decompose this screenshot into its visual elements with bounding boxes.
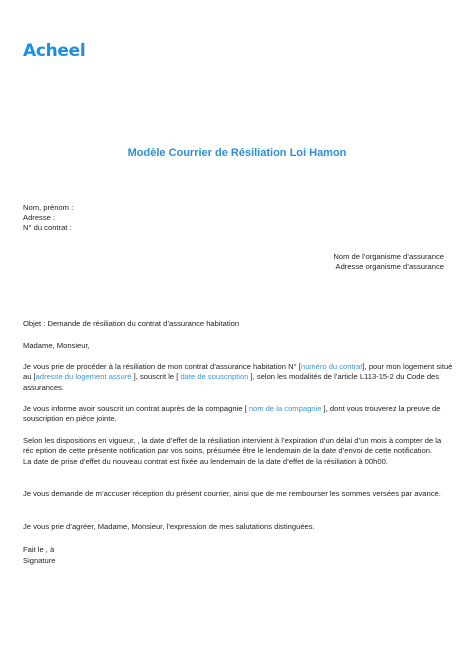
paragraph-text: ], dont vous trouverez la preuve de souscription en pièce jointe. <box>23 404 441 424</box>
sender-address-label: Adresse : <box>23 213 56 222</box>
paragraph-new-contract <box>23 404 453 425</box>
acheel-logo: Acheel <box>23 41 86 61</box>
paragraph-text: ], pour mon logement situé au [ <box>23 362 453 382</box>
paragraph-acknowledgement: Je vous demande de m’accuser réception du présent courrier, ainsi que de me rembourser les sommes versées par avance. <box>23 489 441 498</box>
signature-label: Signature <box>23 556 56 565</box>
sender-name-label: Nom, prénom : <box>23 203 74 212</box>
paragraph-effective-date <box>23 436 453 467</box>
paragraph-resiliation <box>23 362 453 393</box>
document-title: Modèle Courrier de Résiliation Loi Hamon <box>127 147 347 159</box>
paragraph-salutation: Je vous prie d’agréer, Madame, Monsieur, l’expression de mes salutations distinguées. <box>23 522 315 531</box>
paragraph-text: ], selon les modalités de l’article L113-15-2 du Code des assurances. <box>23 372 440 392</box>
recipient-name: Nom de l’organisme d’assurance <box>333 252 444 261</box>
letter-subject: Objet : Demande de résiliation du contrat d’assurance habitation <box>23 319 240 328</box>
recipient-address: Adresse organisme d’assurance <box>335 262 444 271</box>
paragraph-text: Je vous informe avoir souscrit un contrat auprès de la compagnie [ <box>23 404 249 413</box>
placeholder-company-name: nom de la compagnie <box>248 404 324 413</box>
paragraph-text: Je vous prie de procéder à la résiliation de mon contrat d’assurance habitation N° [ <box>23 362 301 371</box>
placeholder-insured-address: adresse du logement assuré <box>35 372 132 382</box>
paragraph-text: ], souscrit le [ <box>131 372 179 382</box>
sender-contract-label: N° du contrat : <box>23 223 72 232</box>
placeholder-contract-number: numéro du contrat <box>300 362 363 371</box>
paragraph-text: Selon les dispositions en vigueur, , la date d’effet de la résiliation intervient à l’expiration d’un délai d’un mois à compter de la réc eption de cette présente notification par vos soins, présumée être le lendemain de la date d’envoi de cette notification. <box>23 436 442 456</box>
paragraph-text: La date de prise d’effet du nouveau contrat est fixée au lendemain de la date d’effet de la résiliation à 00h00. <box>23 456 388 466</box>
letter-greeting: Madame, Monsieur, <box>23 341 90 350</box>
placeholder-subscription-date: date de souscription <box>178 372 251 382</box>
place-date-line: Fait le , à <box>23 545 55 554</box>
